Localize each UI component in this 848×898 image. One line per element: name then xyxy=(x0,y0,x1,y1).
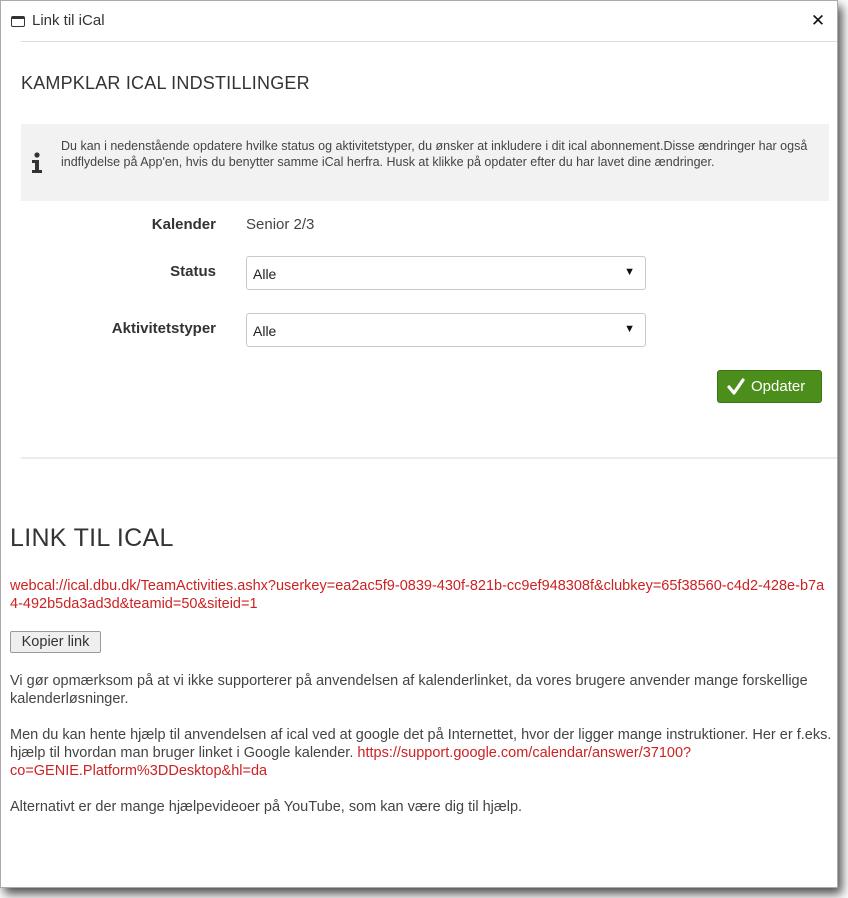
dialog-titlebar xyxy=(1,1,837,41)
status-selected-value: Alle xyxy=(253,266,277,282)
calendar-value: Senior 2/3 xyxy=(246,216,315,233)
info-icon xyxy=(30,152,44,174)
google-help-link[interactable]: https://support.google.com/calendar/answer/37100?co=GENIE.Platform%3DDesktop&hl=da xyxy=(10,745,692,779)
activity-types-selected-value: Alle xyxy=(253,323,277,339)
close-button[interactable]: ✕ xyxy=(810,11,826,30)
info-box xyxy=(21,124,829,201)
webcal-link-text xyxy=(10,577,825,613)
copy-link-button[interactable]: Kopier link xyxy=(10,631,101,653)
support-notice-paragraph: Vi gør opmærksom på at vi ikke supporterer på anvendelsen af kalenderlinket, da vores brugere anvender mange forskellige kalenderløsninger. xyxy=(10,673,808,707)
calendar-label: Kalender xyxy=(151,216,216,233)
section-divider xyxy=(21,457,837,459)
settings-heading: KAMPKLAR ICAL INDSTILLINGER xyxy=(21,73,310,93)
titlebar-divider xyxy=(21,41,837,42)
status-select[interactable] xyxy=(246,256,646,290)
check-icon xyxy=(727,378,745,396)
status-label: Status xyxy=(170,263,216,280)
webcal-link[interactable]: webcal://ical.dbu.dk/TeamActivities.ashx?userkey=ea2ac5f9-0839-430f-821b-cc9ef948308f&clubkey=65f38560-c4d2-428e-b7a4-492b5da3ad3d&teamid=50&siteid=1 xyxy=(10,578,825,612)
window-icon xyxy=(11,16,25,27)
caret-down-icon: ▼ xyxy=(624,323,635,335)
caret-down-icon: ▼ xyxy=(624,266,635,278)
youtube-help-paragraph: Alternativt er der mange hjælpevideoer på YouTube, som kan være dig til hjælp. xyxy=(10,799,523,815)
link-heading: LINK TIL ICAL xyxy=(10,524,174,552)
update-button[interactable] xyxy=(717,370,822,403)
info-text: Du kan i nedenstående opdatere hvilke status og aktivitetstyper, du ønsker at inkludere i dit ical abonnement.Disse ændringer har også indflydelse på App'en, hvis du benytter samme iCal herfra. Husk at klikke på opdater efter du har lavet dine ændringer. xyxy=(61,139,808,169)
dialog-title: Link til iCal xyxy=(32,12,105,29)
google-help-text: Men du kan hente hjælp til anvendelsen af ical ved at google det på Internettet, hvor der ligger mange instruktioner. Her er f.eks. hjælp til hvordan man bruger linket i Google kalender. xyxy=(10,727,832,761)
activity-types-label: Aktivitetstyper xyxy=(111,320,216,337)
google-help-paragraph xyxy=(10,726,835,780)
activity-types-select[interactable] xyxy=(246,313,646,347)
update-button-label: Opdater xyxy=(751,378,806,395)
